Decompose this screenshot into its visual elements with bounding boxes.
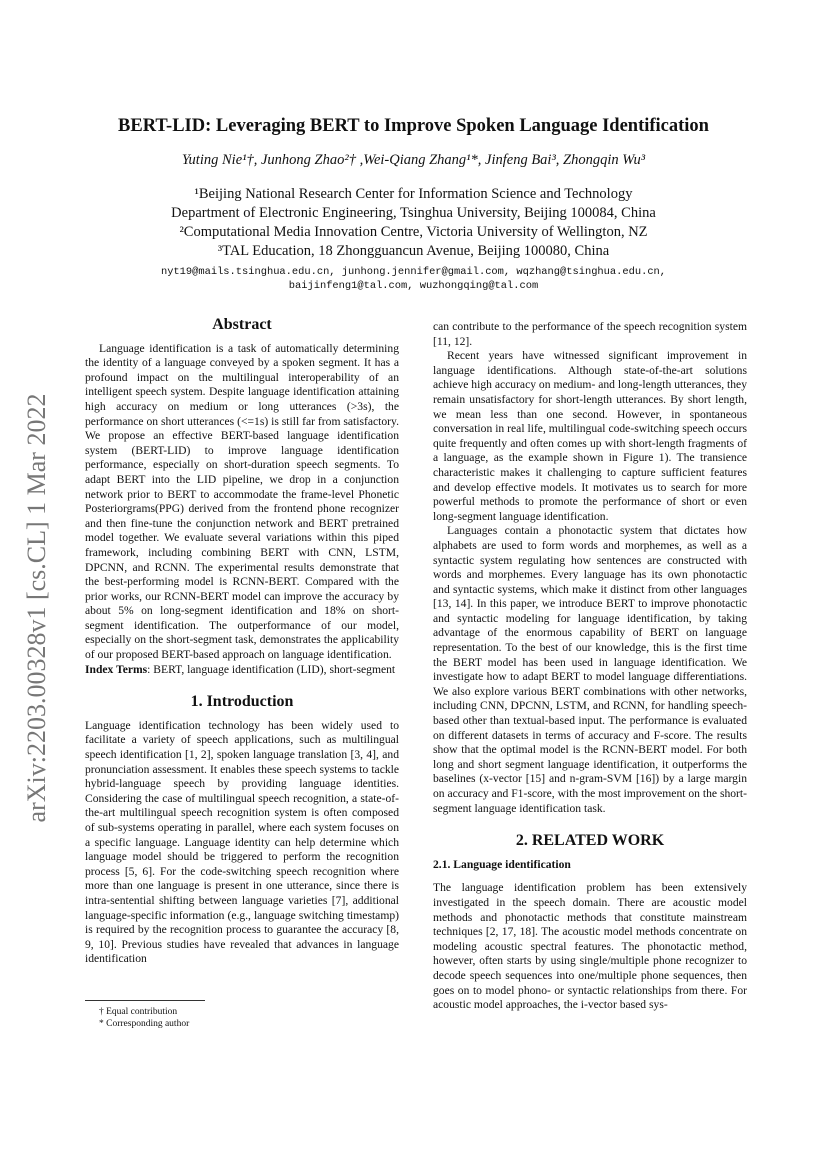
intro-heading: 1. Introduction: [190, 693, 294, 711]
affiliation-line: ³TAL Education, 18 Zhongguancun Avenue, Beijing 100080, China: [217, 243, 610, 259]
footnotes: [85, 1006, 385, 1030]
related-work-text: The language identification problem has been extensively investigated in the speech domain. There are acoustic model methods and phonotactic methods that constitute mainstream techniques [2, 17, 18]. The acoustic model methods concentrate on modeling acoustic spectral features. The phonotactic method, however, often starts by using single/multiple phone recognizer to decode speech sequences into one/multiple phone sequences, then goes on to model phono- or syntactic relationships from there. For acoustic model approaches, the i-vector based sys-: [433, 881, 747, 1012]
intro-paragraph-2: Recent years have witnessed significant improvement in language identifications. Although state-of-the-art solutions achieve high accuracy on medium- and long-length utterances, they remain unsatisfactory for short-length utterances. By short length, we mean less than one second. However, in spontaneous conversation in real life, multilingual code-switching speech occurs quite frequently and often comes up with short-length fragments of a language, as the example shown in Figure 1). The transience characteristic makes it challenging to capture sufficient features and develop effective models. It motivates us to search for more powerful methods to promote the performance of short or even long-segment language identification.: [433, 349, 747, 523]
footnote-rule: [85, 1000, 205, 1001]
abstract-text: Language identification is a task of automatically determining the identity of a language conveyed by a spoken segment. It has a profound impact on the multilingual interoperability of an intelligent speech system. Despite language identification attaining high accuracy on medium or long utterances (>3s), the performance on short utterances (<=1s) is still far from satisfactory. We propose an effective BERT-based language identification system (BERT-LID) to improve language identification performance, especially on short-duration speech segments. To adapt BERT into the LID pipeline, we drop in a conjunction network prior to BERT to accommodate the frame-level Phonetic Posteriorgrams(PPG) derived from the frontend phone recognizer and then fine-tune the conjunction network and BERT pretrained model together. We evaluate several variations within this piped framework, including combining BERT with CNN, LSTM, DPCNN, and RCNN. The experimental results demonstrate that the best-performing model is RCNN-BERT. Compared with the prior works, our RCNN-BERT model can improve the accuracy by about 5% on long-segment identification and 18% on short-segment identification. The outperformance of our model, especially on the short-segment task, demonstrates the applicability of our proposed BERT-based approach on language identification.: [85, 341, 399, 662]
subsection-heading: 2.1. Language identification: [433, 857, 571, 871]
email-line: nyt19@mails.tsinghua.edu.cn, junhong.jennifer@gmail.com, wqzhang@tsinghua.edu.cn,: [160, 266, 667, 278]
paper-title: BERT-LID: Leveraging BERT to Improve Spoken Language Identification: [118, 116, 709, 136]
index-terms-label: Index Terms: [85, 662, 148, 676]
affiliation-line: ¹Beijing National Research Center for Information Science and Technology: [194, 186, 633, 202]
abstract-heading: Abstract: [212, 316, 272, 333]
affiliation-line: ²Computational Media Innovation Centre, Victoria University of Wellington, NZ: [179, 224, 648, 240]
affiliations: [0, 185, 827, 261]
left-column: [85, 318, 399, 967]
footnote: † Equal contribution: [99, 1007, 178, 1017]
related-work-heading: 2. RELATED WORK: [515, 832, 665, 850]
footnote: * Corresponding author: [99, 1019, 190, 1029]
author-list: Yuting Nie¹†, Junhong Zhao²† ,Wei-Qiang Zhang¹*, Jinfeng Bai³, Zhongqin Wu³: [181, 152, 646, 168]
affiliation-line: Department of Electronic Engineering, Tsinghua University, Beijing 100084, China: [171, 205, 656, 221]
index-terms-text: : BERT, language identification (LID), short-segment: [147, 662, 396, 676]
intro-text: Language identification technology has been widely used to facilitate a variety of speech applications, such as multilingual speech identification [1, 2], spoken language translation [3, 4], and pronunciation assessment. It enables these speech systems to tackle hybrid-language speech by providing language identities. Considering the case of multilingual speech recognition, a state-of-the-art multilingual speech recognition system is often composed of sub-systems operating in parallel, where each system focuses on a specific language. Language identity can help determine which language model should be triggered to perform the recognition process [5, 6]. For the code-switching speech recognition where more than one language is present in one utterance, since there is intra-sentential shifting between language varieties [7], additional language-specific information (e.g., language switching timestamp) is required by the recognition process to guarantee the accuracy [8, 9, 10]. Previous studies have revealed that advances in language identification: [85, 718, 399, 966]
right-column: [433, 320, 747, 1013]
intro-continued: can contribute to the performance of the speech recognition system [11, 12].: [433, 320, 747, 348]
intro-paragraph-3: Languages contain a phonotactic system that dictates how alphabets are used to form words and morphemes, as well as a syntactic system regulating how sentences are constructed with words and morphemes. Every language has its own phonotactic and syntactic systems, which make it distinct from other languages [13, 14]. In this paper, we introduce BERT to improve phonotactic and syntactic modeling for language identification, by taking advantage of the enormous capability of BERT on language representation. To the best of our knowledge, this is the first time the BERT model has been used in language identification. We investigate how to adapt BERT to model language differentiations. We also explore various BERT combinations with other networks, including CNN, DPCNN, LSTM, and RCNN, for handling speech-based other than textual-based input. The performance is evaluated on different datasets in terms of accuracy and F-score. The results show that the optimal model is the RCNN-BERT model. For both long and short segment language identification, it outperforms the baselines (x-vector [15] and n-gram-SVM [16]) by a large margin on accuracy and F1-score, with the most improvement on the short-segment language identification task.: [433, 524, 747, 815]
index-terms: [85, 663, 399, 678]
author-emails: [0, 265, 827, 293]
email-line: baijinfeng1@tal.com, wuzhongqing@tal.com: [288, 280, 539, 292]
arxiv-side-stamp: arXiv:2203.00328v1 [cs.CL] 1 Mar 2022: [22, 393, 51, 823]
